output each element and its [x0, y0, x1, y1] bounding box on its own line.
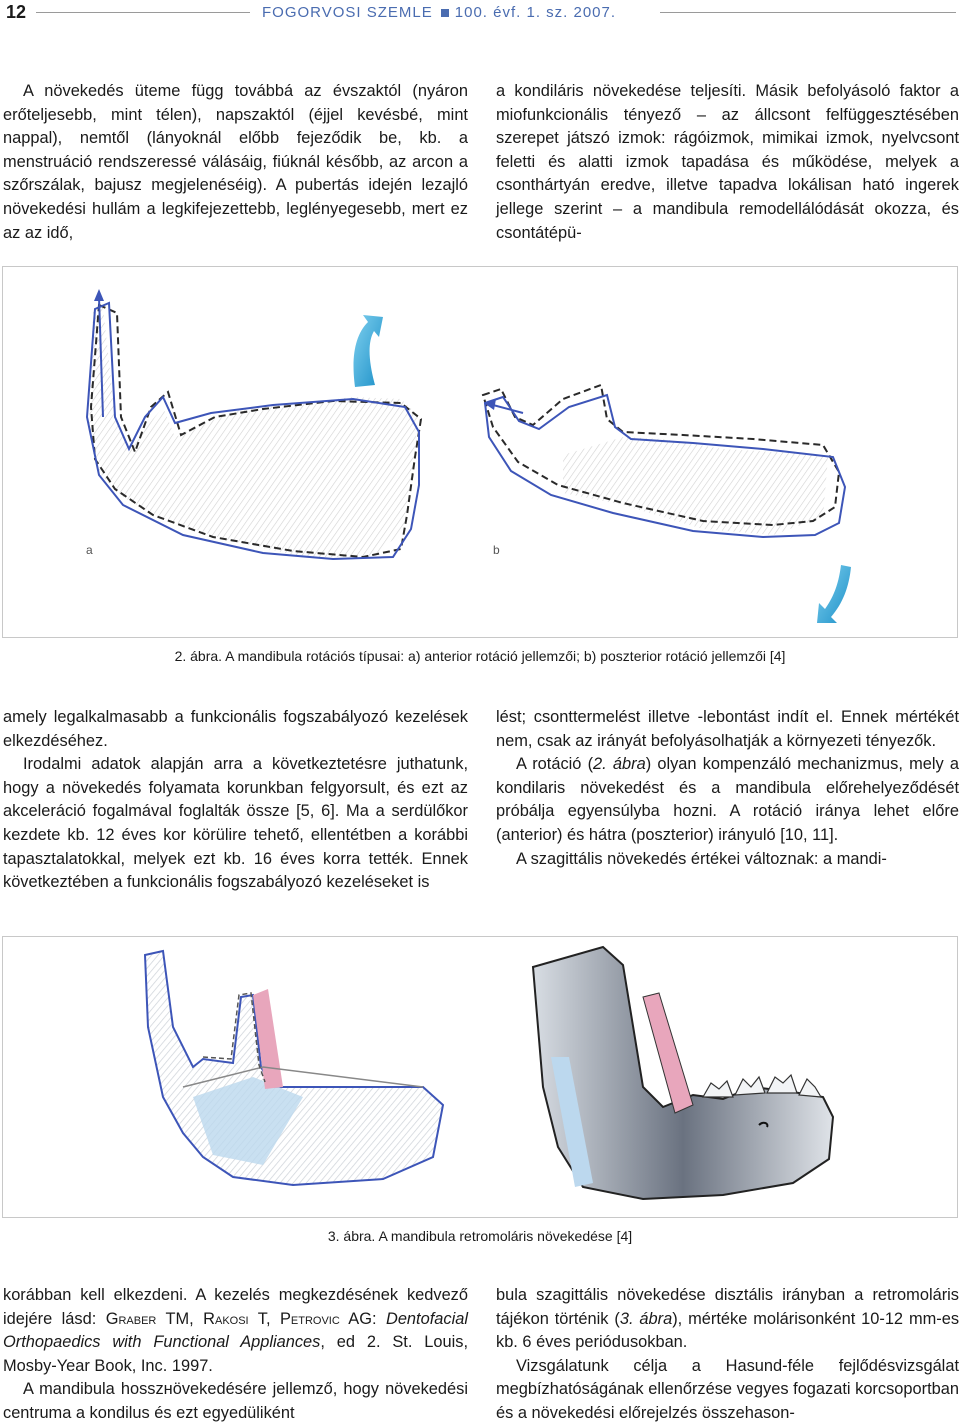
page-number: 12: [6, 2, 27, 22]
text-run: A rotáció (: [516, 755, 594, 774]
header-rule-right: [660, 12, 956, 13]
bottom-right-column: [496, 1284, 959, 1426]
figure-reference: 2. ábra: [593, 755, 646, 774]
molar-teeth: [703, 1075, 821, 1097]
square-bullet-icon: [441, 9, 449, 17]
paragraph: A szagittális növekedés értékei változnak: a mandi-: [516, 849, 887, 868]
arrow-up-icon: [94, 289, 104, 301]
panel-b-label: b: [493, 543, 500, 557]
tooth: [735, 1077, 765, 1095]
top-left-column: [3, 80, 468, 245]
figure-2-text: A mandibula rotációs típusai: a) anterior rotáció jellemzői; b) poszterior rotáció jellemzői [4]: [222, 648, 786, 664]
paragraph: [496, 1284, 959, 1355]
text-run: T,: [248, 1309, 280, 1328]
tooth: [767, 1075, 797, 1093]
paragraph: Irodalmi adatok alapján arra a következtetésre juthatunk, hogy a növekedés folyamata korunkban felgyorsult, és ezt az akceleráció fogalmával foglalták össze [5, 6]. Ma a serdülőkor kezdete kb. 12 éves kor körülire tehető, ellentétben a korábbi tapasztalatokkal, melyek ezt kb. 16 éves korra tették. Ennek következtében a funkcionális fogszabályozó kezeléseket is: [3, 755, 468, 892]
rotation-arrow-icon: [817, 565, 851, 623]
paragraph: [496, 753, 959, 847]
retromolar-outline-diagram: [145, 951, 443, 1185]
middle-right-column: [496, 706, 959, 871]
text-run: ), mértéke molárisonként 10-12 mm-es kb. 6 éves periódusokban.: [496, 1309, 960, 1352]
figure-2-drawing: [3, 267, 957, 637]
journal-name: FOGORVOSI SZEMLE: [262, 4, 433, 21]
rotation-arrow-icon: [354, 315, 383, 387]
tooth: [799, 1079, 821, 1097]
figure-reference: 3. ábra: [619, 1309, 673, 1328]
author-name: Rakosi: [203, 1309, 249, 1328]
retromolar-shaded-mandible: [533, 947, 833, 1199]
text-run: bula szagittális növekedése disztális irányban a retromoláris tájékon történik (: [496, 1286, 959, 1328]
figure-3-drawing: [3, 937, 957, 1217]
figure-2-number: 2. ábra.: [174, 648, 223, 664]
header-rule-left: [36, 12, 250, 13]
paragraph: amely legalkalmasabb a funkcionális fogszabályozó kezelések elkezdéséhez.: [3, 708, 468, 750]
panel-a-mandible: [86, 289, 421, 559]
journal-title: [262, 4, 616, 21]
top-right-column: [496, 80, 959, 245]
page-header: [0, 0, 960, 26]
paragraph: A növekedés üteme függ továbbá az évszaktól (nyáron erőteljesebb, mint télen), napszaktól (éjjel kevésbé, mint nappal), nemtől (lányoknál előbb fejeződik be, kb. a menstruáció rendszeressé válásáig, fiúknál később, az arcon a szőrszálak, bajusz megjelenéséig). A pubertás idején lezajló növekedési hullám a legkifejezettebb, leglényegesebb, mert ez az az idő,: [3, 82, 468, 242]
paragraph: [3, 1284, 468, 1378]
figure-3-number: 3. ábra.: [327, 1228, 376, 1244]
figure-3: [2, 936, 958, 1218]
paragraph: a kondiláris növekedése teljesíti. Másik befolyásoló faktor a miofunkcionális tényező – az állcsont felfüggesztésében szerepet játszó izmok: rágóizmok, mimikai izmok, nyelvcsont feletti és alatti izmok tapadása és működése, melyek a csonthártyán eredve, illetve tapadva lokálisan ható ingerek jellege szerint – a mandibula remodellálódását okozza, és csontátépü-: [496, 82, 959, 242]
text-run: AG:: [339, 1309, 386, 1328]
middle-left-column: [3, 706, 468, 895]
figure-2: [2, 266, 958, 638]
text-run: ) olyan kompenzáló mechanizmus, mely a kondilaris növekedést és a mandibula előrehelyeződését próbálja egyensúlyba hozni. A rotáció iránya lehet előre (anterior) és hátra (poszterior) irányuló [10, 11].: [496, 755, 959, 844]
figure-3-caption: [0, 1228, 960, 1244]
text-run: korábban kell elkezdeni. A kezelés megkezdésének kedvező idejére lásd:: [3, 1286, 468, 1328]
mandible-outline: [145, 951, 443, 1185]
journal-issue: 100. évf. 1. sz. 2007.: [454, 4, 617, 21]
panel-a-label: a: [86, 543, 93, 557]
author-name: Graber: [105, 1309, 157, 1328]
text-run: TM,: [156, 1309, 204, 1328]
paragraph: lést; csonttermelést illetve -lebontást indít el. Ennek mértékét nem, csak az irányát befolyásolhatják a környezeti tényezők.: [496, 708, 959, 750]
book-title: Dentofacial Orthopaedics with Functional Appliances: [3, 1309, 468, 1352]
figure-2-caption: [0, 648, 960, 664]
text-run: , ed 2. St. Louis, Mosby-Year Book, Inc. 1997.: [3, 1333, 468, 1375]
tooth: [703, 1081, 733, 1097]
bottom-left-column: [3, 1284, 468, 1426]
paragraph: Vizsgálatunk célja a Hasund-féle fejlődésvizsgálat megbízhatóságának ellenőrzése vegyes fogazati korcsoportban és a növekedési előrejelzés összehason-: [496, 1356, 959, 1422]
author-name: Petrovic: [279, 1309, 340, 1328]
panel-b-mandible: [483, 385, 851, 623]
figure-3-text: A mandibula retromoláris növekedése [4]: [375, 1228, 633, 1244]
paragraph: A mandibula hosszнövekedésére jellemző, hogy növekedési centruma a kondilus és ezt egyedüliként: [3, 1380, 468, 1422]
